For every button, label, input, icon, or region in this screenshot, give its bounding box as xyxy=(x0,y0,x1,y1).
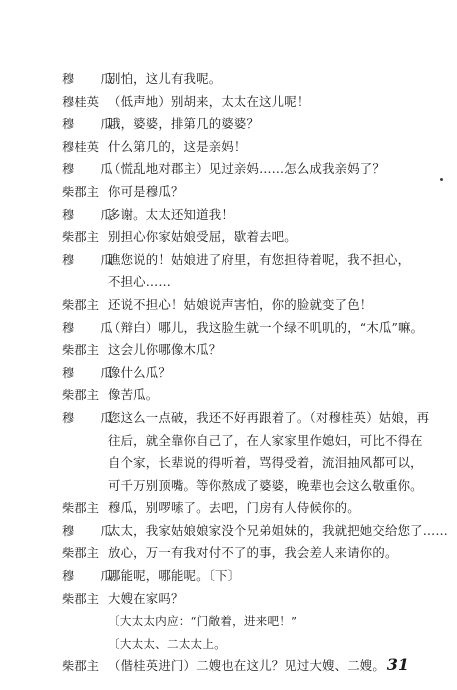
speaker-name: 柴郡主 xyxy=(62,297,100,312)
dialogue-text: （慌乱地对郡主）见过亲妈……怎么成我亲妈了？ xyxy=(108,161,385,177)
speaker-name: 柴郡主 xyxy=(62,388,100,403)
speaker-name: 柴郡主 xyxy=(62,501,100,516)
dialogue-text: 你可是穆瓜？ xyxy=(108,183,184,199)
dialogue-line xyxy=(62,362,422,385)
dialogue-text: （偕桂英进门）二嫂也在这儿？见过大嫂、二嫂。 xyxy=(108,658,385,674)
dialogue-line xyxy=(62,407,430,430)
dialogue-line xyxy=(62,565,422,588)
speaker-name: 穆 瓜 xyxy=(62,252,120,267)
dialogue-text: 哪能呢，哪能呢。〔下〕 xyxy=(108,568,241,584)
page-number: 31 xyxy=(386,655,409,674)
dialogue-line xyxy=(62,204,422,227)
speaker-name: 穆 瓜 xyxy=(62,410,120,425)
dialogue-line xyxy=(62,655,422,678)
dialogue-text: 太太，我家姑娘娘家没个兄弟姐妹的，我就把她交给您了…… xyxy=(108,522,448,538)
dialogue-text: 哦，婆婆，排第几的婆婆？ xyxy=(108,116,260,132)
speaker-name: 穆桂英 xyxy=(62,94,100,109)
dialogue-text: 穆瓜，别啰嗦了。去吧，门房有人侍候你的。 xyxy=(108,500,360,516)
speaker-name: 穆 瓜 xyxy=(62,569,120,584)
stage-direction: 〔大太太内应：“门敞着，进来吧！” xyxy=(108,614,298,629)
dialogue-text: 可千万别顶嘴。等你熬成了婆婆，晚辈也会这么敬重你。 xyxy=(108,477,423,493)
speaker-name: 穆 瓜 xyxy=(62,523,120,538)
dialogue-text: 这会儿你哪像木瓜？ xyxy=(108,342,222,358)
dialogue-text: 还说不担心！姑娘说声害怕，你的脸就变了色！ xyxy=(108,296,373,312)
dialogue-line xyxy=(62,520,448,543)
dialogue-line xyxy=(62,68,422,91)
speaker-name: 柴郡主 xyxy=(62,591,100,606)
dialogue-text: （辩白）哪儿，我这脸生就一个绿不叽叽的，“木瓜”嘛。 xyxy=(108,319,424,335)
speaker-name: 柴郡主 xyxy=(62,184,100,199)
speaker-name: 穆 瓜 xyxy=(62,162,120,177)
speaker-name: 穆 瓜 xyxy=(62,207,120,222)
dialogue-line xyxy=(62,317,422,340)
dialogue-text: 大嫂在家吗？ xyxy=(108,590,184,606)
dialogue-line xyxy=(62,158,422,181)
speaker-name: 柴郡主 xyxy=(62,343,100,358)
speaker-name: 穆桂英 xyxy=(62,139,100,154)
stage-direction: 〔大太太、二太太上。 xyxy=(108,636,226,651)
dialogue-line xyxy=(62,226,422,249)
speaker-name: 穆 瓜 xyxy=(62,117,120,132)
dialogue-text: 瞧您说的！姑娘进了府里，有您担待着呢，我不担心， xyxy=(108,251,411,267)
dialogue-text: 多谢。太太还知道我！ xyxy=(108,206,234,222)
dialogue-text: 放心，万一有我对付不了的事，我会差人来请你的。 xyxy=(108,545,398,561)
dialogue-line xyxy=(62,430,422,453)
speaker-name: 穆 瓜 xyxy=(62,320,120,335)
speaker-name: 穆 瓜 xyxy=(62,72,120,86)
dialogue-line xyxy=(62,136,422,159)
speaker-name: 柴郡主 xyxy=(62,659,100,674)
dialogue-line xyxy=(62,339,422,362)
dialogue-text: 什么第几的，这是亲妈！ xyxy=(108,138,247,154)
dialogue-line xyxy=(62,294,422,317)
dialogue-text: 自个家，长辈说的得听着，骂得受着，流泪抽风都可以， xyxy=(108,455,423,471)
dialogue-line xyxy=(62,113,422,136)
dialogue-line xyxy=(62,181,422,204)
page-speck xyxy=(440,178,443,181)
dialogue-line xyxy=(62,610,422,633)
dialogue-line xyxy=(62,542,422,565)
dialogue-text: 不担心…… xyxy=(108,274,171,290)
dialogue-text: 像什么瓜？ xyxy=(108,364,171,380)
dialogue-line xyxy=(62,384,422,407)
dialogue-line xyxy=(62,588,422,611)
dialogue-text: 别怕，这儿有我呢。 xyxy=(108,71,222,86)
script-lines xyxy=(62,68,448,678)
dialogue-line xyxy=(62,475,422,498)
dialogue-text: 别担心你家姑娘受屈，歇着去吧。 xyxy=(108,229,297,245)
dialogue-line xyxy=(62,271,422,294)
dialogue-line xyxy=(62,249,422,272)
speaker-name: 穆 瓜 xyxy=(62,365,120,380)
dialogue-line xyxy=(62,452,422,475)
dialogue-text: 往后，就全靠你自己了，在人家家里作媳妇，可比不得在 xyxy=(108,432,423,448)
dialogue-text: 像苦瓜。 xyxy=(108,387,159,403)
dialogue-line xyxy=(62,91,422,114)
dialogue-line xyxy=(62,497,422,520)
speaker-name: 柴郡主 xyxy=(62,230,100,245)
dialogue-text: （低声地）别胡来，太太在这儿呢！ xyxy=(108,93,310,109)
dialogue-line xyxy=(62,633,422,656)
speaker-name: 柴郡主 xyxy=(62,546,100,561)
dialogue-text: 您这么一点破，我还不好再跟着了。（对穆桂英）姑娘，再 xyxy=(108,409,430,425)
